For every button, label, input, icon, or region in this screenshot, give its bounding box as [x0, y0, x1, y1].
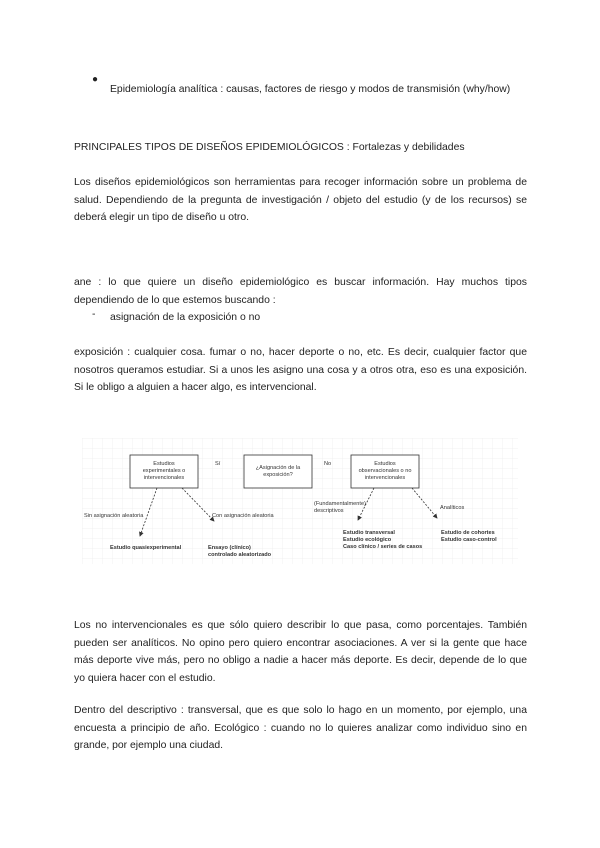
- no-label: No: [324, 461, 332, 467]
- paragraph-descriptivo: Dentro del descriptivo : transversal, que es que solo lo hago en un momento, por ejemplo, una encuesta a principio de año. Ecológico : cuando no lo quieres analizar como individuo sino en grande, por ejemplo una ciudad.: [74, 705, 527, 751]
- paragraph-exposicion: exposición : cualquier cosa. fumar o no, hacer deporte o no, etc. Es decir, cualquier factor que nosotros queramos estudiar. Si a unos les asigno una cosa y a otros otra, eso es una exposición. Si le obligo a alguien a hacer algo, es intervencional.: [74, 347, 527, 393]
- box-observational-line1: Estudios: [374, 461, 396, 467]
- trial-line2: controlado aleatorizado: [208, 552, 272, 558]
- analytic-label: Analíticos: [440, 505, 465, 511]
- study-design-diagram: [82, 438, 518, 564]
- with-random-label: Con asignación aleatoria: [212, 513, 274, 519]
- desc-item-1: Estudio transversal: [343, 530, 395, 536]
- box-question-line2: exposición?: [263, 472, 293, 478]
- descriptive-line2: descriptivos: [314, 508, 344, 514]
- bullet-text: Epidemiología analítica : causas, factores de riesgo y modos de transmisión (why/how): [110, 84, 511, 96]
- bullet-icon: ●: [92, 74, 99, 85]
- box-observational-line2: observacionales o no: [358, 468, 412, 474]
- box-question-line1: ¿Asignación de la: [255, 465, 301, 471]
- no-random-label: Sin asignación aleatoria: [84, 513, 144, 519]
- quasi-label: Estudio quasiexperimental: [110, 545, 182, 551]
- dash-icon: -: [92, 309, 96, 320]
- paragraph-no-intervencionales: Los no intervencionales es que sólo quiero describir lo que pasa, como porcentajes. También pueden ser analíticos. No opino pero quiero encontrar asociaciones. A ver si la gente que hace más deporte vive más, pero no obligo a nadie a hacer más deporte. Es decir, depende de lo que yo quiera hacer con el estudio.: [74, 620, 527, 684]
- dash-text: asignación de la exposición o no: [110, 312, 261, 323]
- anal-item-2: Estudio caso-control: [441, 537, 497, 543]
- yes-label: Sí: [215, 461, 221, 467]
- desc-item-3: Caso clínico / series de casos: [343, 544, 423, 550]
- box-experimental-line2: experimentales o: [142, 468, 186, 474]
- trial-line1: Ensayo (clínico): [208, 545, 251, 551]
- box-observational-line3: intervencionales: [364, 475, 406, 481]
- descriptive-line1: (Fundamentalmente): [314, 501, 366, 507]
- desc-item-2: Estudio ecológico: [343, 537, 392, 543]
- paragraph-intro: Los diseños epidemiológicos son herramientas para recoger información sobre un problema de salud. Dependiendo de la pregunta de investigación / objeto del estudio (y de los recursos) se deberá elegir un tipo de diseño u otro.: [74, 177, 527, 223]
- paragraph-ane: ane : lo que quiere un diseño epidemiológico es buscar información. Hay muchos tipos dependiendo de lo que estemos buscando :: [74, 277, 527, 306]
- section-heading: PRINCIPALES TIPOS DE DISEÑOS EPIDEMIOLÓGICOS : Fortalezas y debilidades: [74, 142, 465, 153]
- box-experimental-line3: intervencionales: [143, 475, 185, 481]
- anal-item-1: Estudio de cohortes: [441, 530, 495, 536]
- box-experimental-line1: Estudios: [153, 461, 175, 467]
